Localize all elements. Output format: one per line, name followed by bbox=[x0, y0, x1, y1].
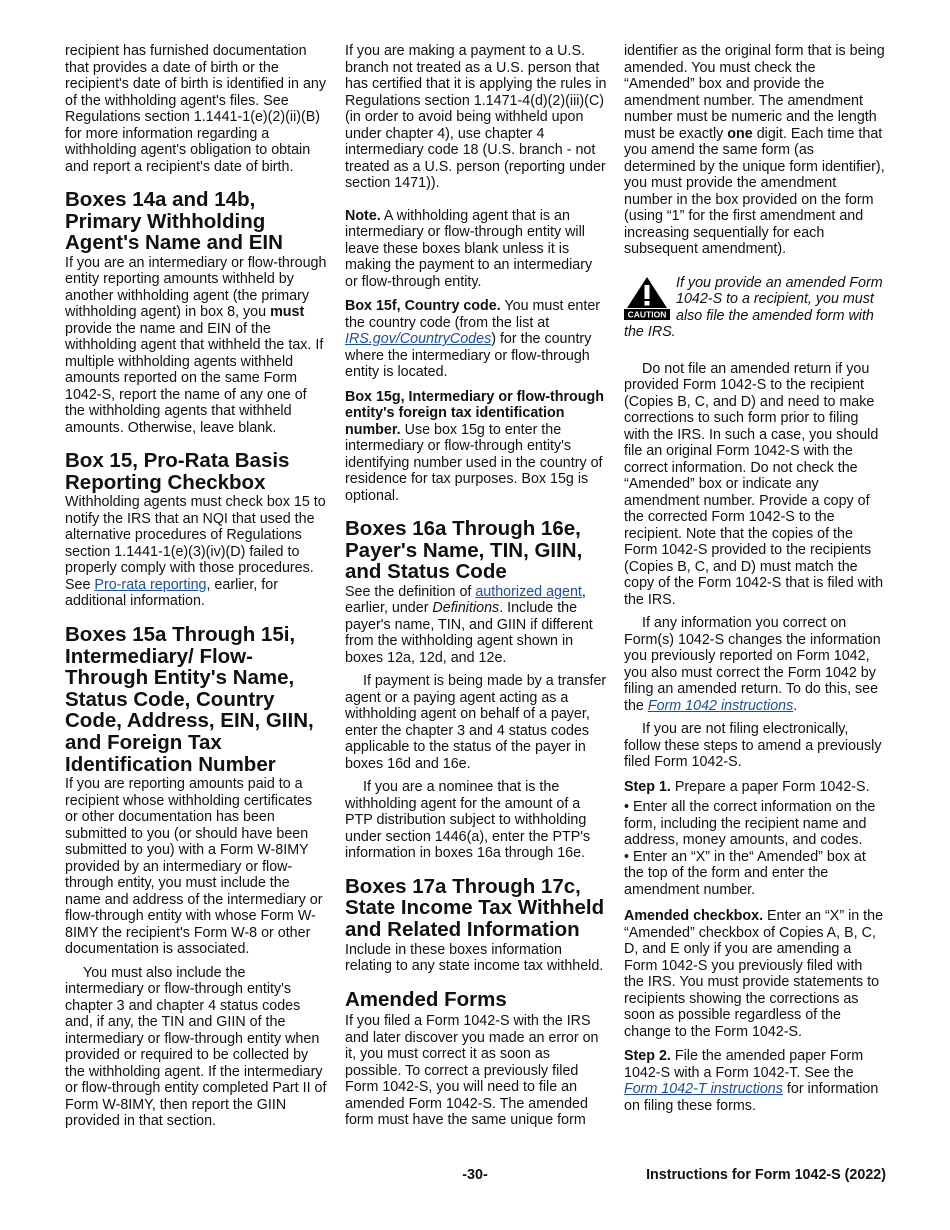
caution-text: If you provide an amended Form 1042-S to a recipient, you must also file the amended form with the IRS. bbox=[624, 274, 883, 340]
heading-boxes-14a-14b: Boxes 14a and 14b, Primary Withholding Agent's Name and EIN bbox=[65, 188, 283, 255]
column-left bbox=[65, 43, 327, 1144]
paragraph-branch bbox=[345, 43, 607, 192]
text: , earlier, for additional information. bbox=[65, 576, 278, 610]
text: Use box 15g to enter the intermediary or flow-through entity's identifying number used in the country of residence for tax purposes. Box 15g is optional. bbox=[345, 421, 603, 504]
text: for information on filing these forms. bbox=[624, 1081, 879, 1114]
paragraph-amended-checkbox bbox=[624, 908, 886, 1040]
text: Include in these boxes information relating to any state income tax withheld. bbox=[345, 941, 604, 975]
text: File the amended paper Form 1042-S with a Form 1042-T. See the bbox=[624, 1048, 864, 1081]
step-2-label: Step 2. bbox=[624, 1048, 671, 1064]
text: Prepare a paper Form 1042-S. bbox=[670, 778, 870, 795]
paragraph-14 bbox=[65, 255, 327, 437]
paragraph-dob bbox=[65, 43, 327, 175]
heading-amended-forms: Amended Forms bbox=[345, 987, 507, 1011]
paragraph-box-15g bbox=[345, 389, 607, 505]
text: identifier as the original form that is being amended. You must check the “Amended” box and provide the amendment number. The amendment number must be numeric and the length must be exactly bbox=[624, 43, 885, 142]
link-form-1042-t-instructions[interactable]: Form 1042-T instructions bbox=[624, 1081, 783, 1097]
caution-box bbox=[624, 275, 886, 341]
box-15f-label: Box 15f, Country code. bbox=[345, 298, 501, 314]
text: . Include the payer's name, TIN, and GIIN if different from the withholding agent shown in boxes 12a, 12d, and 12e. bbox=[345, 600, 593, 666]
emphasis-one: one bbox=[727, 125, 753, 142]
text: A withholding agent that is an intermediary or flow-through entity will leave these boxes blank unless it is making the payment to an intermediary or flow-through entity. bbox=[345, 207, 593, 290]
note-label: Note. bbox=[345, 207, 381, 224]
caution-icon bbox=[624, 276, 670, 320]
text: Enter all the correct information on the form, including the recipient name and address, money amounts, and codes. bbox=[624, 799, 876, 848]
text: Do not file an amended return if you provided Form 1042-S to the recipient (Copies B, C, and D) and need to make corrections to such form prior to filing with the IRS. In such a case, you should file an original Form 1042-S with the correct information. Do not check the “Amended” box or indicate any amendment number. Provide a copy of the corrected Form 1042-S to the recipient. Note that the copies of the Form 1042-S provided to the recipients (Copies B, C, and D) must match the copy of the Form 1042-S that is filed with the IRS. bbox=[624, 360, 884, 608]
paragraph-15ai-1 bbox=[65, 776, 327, 958]
text: You must enter the country code (from the list at bbox=[345, 298, 601, 331]
paragraph-box-15f bbox=[345, 298, 607, 381]
text: If you are making a payment to a U.S. branch not treated as a U.S. person that has certified that it is applying the rules in Regulations section 1.1471-4(d)(2)(iii)(C) (in order to avoid being withheld upon under chapter 4), use chapter 4 intermediary code 18 (U.S. branch - not treated as a U.S. person (reporting under section 1471)). bbox=[345, 43, 607, 191]
text: If payment is being made by a transfer agent or a paying agent acting as a withholding agent on behalf of a payer, enter the chapter 3 and 4 status codes applicable to the status of the payer in boxes 16d and 16e. bbox=[345, 673, 607, 772]
paragraph-do-not-file bbox=[624, 361, 886, 609]
emphasis-must: must bbox=[270, 304, 305, 321]
box-15g-label: Box 15g, Intermediary or flow-through entity's foreign tax identification number. bbox=[345, 388, 604, 438]
text: ) for the country where the intermediary or flow-through entity is located. bbox=[345, 331, 592, 380]
paragraph-step-1 bbox=[624, 779, 886, 796]
emphasis-definitions: Definitions bbox=[432, 600, 500, 617]
paragraph-amended bbox=[345, 1013, 607, 1129]
heading-boxes-17a-17c: Boxes 17a Through 17c, State Income Tax Withheld and Related Information bbox=[345, 874, 605, 941]
bullet-item-1 bbox=[624, 799, 886, 849]
heading-boxes-16a-16e: Boxes 16a Through 16e, Payer's Name, TIN, GIIN, and Status Code bbox=[345, 517, 583, 584]
text: See the definition of bbox=[345, 583, 476, 600]
bullet-icon: • bbox=[624, 799, 633, 815]
text: You must also include the intermediary or flow-through entity's chapter 3 and chapter 4 status codes and, if any, the TIN and GIIN of the intermediary or flow-through entity when provided or required to be collected by the withholding agent. If the intermediary or flow-through entity completed Part II of Form W-8IMY, then report the GIIN provided in that section. bbox=[65, 964, 327, 1130]
paragraph-17 bbox=[345, 942, 607, 975]
paragraph-16-3 bbox=[345, 779, 607, 862]
link-country-codes[interactable]: IRS.gov/CountryCodes bbox=[345, 331, 492, 347]
caution-label: CAUTION bbox=[627, 309, 667, 320]
text: If you filed a Form 1042-S with the IRS and later discover you made an error on it, you must correct it as soon as possible. To correct a previously filed Form 1042-S, you will need to file an amended Form 1042-S. The amended form must have the same unique form bbox=[345, 1013, 599, 1129]
heading-box-15: Box 15, Pro-Rata Basis Reporting Checkbox bbox=[65, 449, 290, 494]
form-title-footer: Instructions for Form 1042-S (2022) bbox=[646, 1167, 886, 1183]
column-right bbox=[624, 43, 886, 1128]
paragraph-note bbox=[345, 208, 607, 291]
bullet-icon: • bbox=[624, 848, 633, 865]
text: provide the name and EIN of the withholding agent that withheld the tax. If multiple withholding agents withheld amounts reported on the same Form 1042-S, report the name of any one of the withholding agents that withheld amounts. Otherwise, leave blank. bbox=[65, 320, 324, 436]
text: , earlier, under bbox=[345, 583, 586, 617]
text: digit. Each time that you amend the same form (as determined by the unique form identifier), you must provide the amendment number in the box provided on the form (using “1” for the first amendment and increasing sequentially for each subsequent amendment). bbox=[624, 125, 885, 257]
link-pro-rata-reporting[interactable]: Pro-rata reporting bbox=[94, 576, 207, 593]
text: Enter an “X” in the“ Amended” box at the top of the form and enter the amendment number. bbox=[624, 848, 866, 898]
link-form-1042-instructions[interactable]: Form 1042 instructions bbox=[647, 697, 794, 714]
amended-checkbox-label: Amended checkbox. bbox=[624, 908, 764, 924]
text: recipient has furnished documentation that provides a date of birth or the recipient's date of birth is identified in any of the withholding agent's files. See Regulations section 1.1441-1(e)(2)(ii)(B) for more information regarding a withholding agent's obligation to obtain and report a recipient's date of birth. bbox=[65, 43, 327, 175]
heading-boxes-15a-15i: Boxes 15a Through 15i, Intermediary/ Flow-Through Entity's Name, Status Code, Country Code, Address, EIN, GIIN, and Foreign Tax Identification Number bbox=[65, 622, 314, 776]
text: If you are not filing electronically, follow these steps to amend a previously filed Form 1042-S. bbox=[624, 721, 882, 770]
paragraph-16-1 bbox=[345, 584, 607, 667]
text: If you are reporting amounts paid to a recipient whose withholding certificates or other documentation has been submitted to you (or should have been submitted to you) with a Form W-8IMY provided by an intermediary or flow-through entity, you must include the name and address of the intermediary or flow-through entity with whose Form W-8IMY the recipient's Form W-8 or other documentation is associated. bbox=[65, 776, 323, 958]
text: Withholding agents must check box 15 to notify the IRS that an NQI that used the alternative procedures of Regulations section 1.1441-1(e)(3)(iv)(D) failed to properly comply with those procedures. See bbox=[65, 494, 326, 593]
text: If you are an intermediary or flow-through entity reporting amounts withheld by another withholding agent (the primary withholding agent) in box 8, you bbox=[65, 254, 327, 321]
link-authorized-agent[interactable]: authorized agent bbox=[475, 583, 582, 600]
text: Enter an “X” in the “Amended” checkbox of Copies A, B, C, D, and E only if you are amending a Form 1042-S you previously filed with the IRS. You must provide statements to recipients showing the corrections as soon as possible regardless of the change to the Form 1042-S. bbox=[624, 908, 884, 1040]
bullet-item-2 bbox=[624, 849, 886, 899]
text: If any information you correct on Form(s) 1042-S changes the information you previously reported on Form 1042, you also must correct the Form 1042 by filing an amended return. To do this, see the bbox=[624, 615, 881, 714]
paragraph-15ai-2 bbox=[65, 965, 327, 1130]
text: If you are a nominee that is the withholding agent for the amount of a PTP distribution subject to withholding under section 1446(a), enter the PTP's information in boxes 16a through 16e. bbox=[345, 779, 591, 862]
page-number: -30- bbox=[462, 1167, 488, 1183]
text: . bbox=[793, 697, 798, 714]
paragraph-16-2 bbox=[345, 673, 607, 772]
step-1-label: Step 1. bbox=[624, 778, 671, 795]
column-middle bbox=[345, 43, 607, 1143]
paragraph-if-any bbox=[624, 615, 886, 714]
paragraph-not-filing bbox=[624, 721, 886, 771]
paragraph-step-2 bbox=[624, 1048, 886, 1114]
paragraph-15 bbox=[65, 494, 327, 610]
paragraph-amendment-number bbox=[624, 43, 886, 258]
